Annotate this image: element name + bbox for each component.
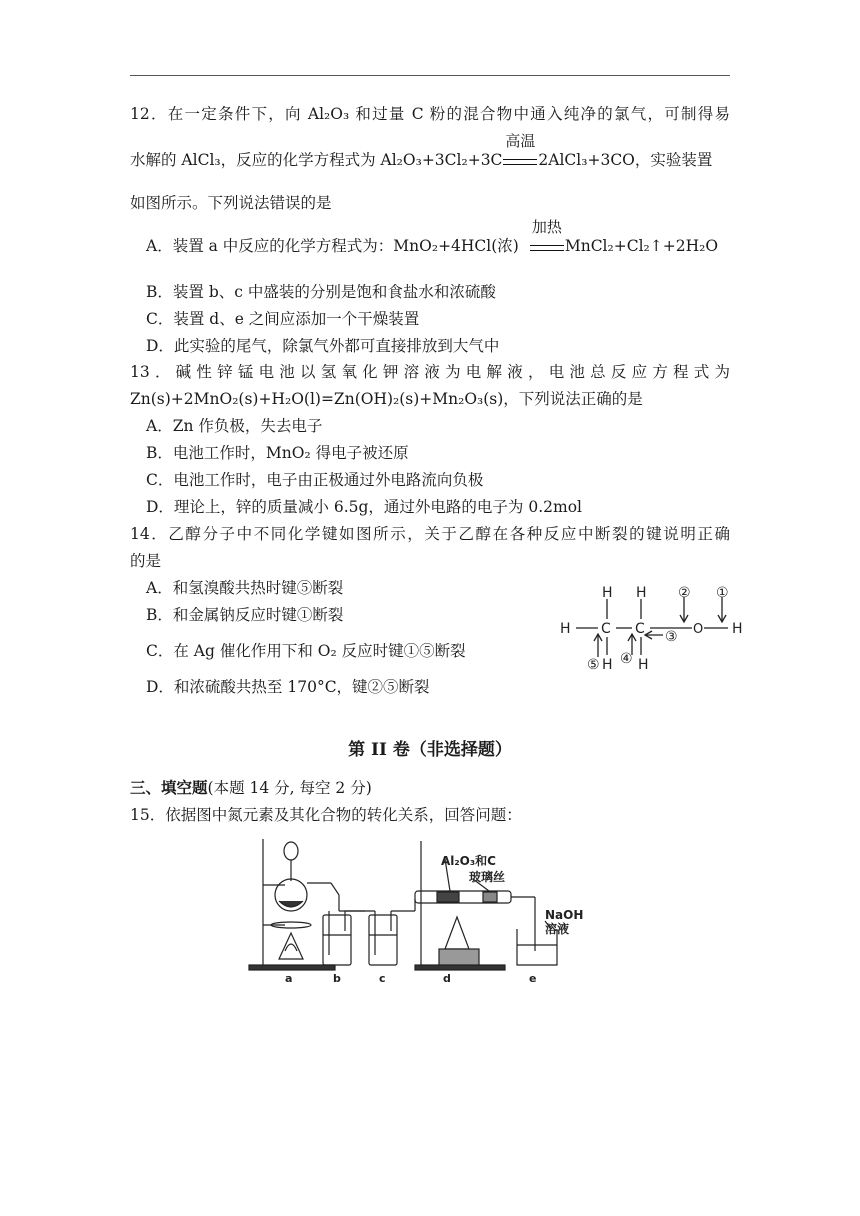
atom-h-top-2: H	[636, 585, 647, 601]
bond-label-1: ①	[716, 585, 729, 601]
q13-line-1: 13．碱性锌锰电池以氢氧化钾溶液为电解液，电池总反应方程式为	[130, 363, 730, 381]
q15-line-1: 15．依据图中氮元素及其化合物的转化关系，回答问题：	[130, 806, 522, 824]
q12-option-b: B．装置 b、c 中盛装的分别是饱和食盐水和浓硫酸	[146, 283, 496, 301]
section-subtitle-bold: 三、填空题	[130, 778, 208, 797]
q12-option-a	[146, 218, 719, 257]
unit-label-c: c	[379, 972, 386, 985]
bond-label-2: ②	[678, 585, 691, 601]
q12-option-a-part1: A．装置 a 中反应的化学方程式为：MnO₂+4HCl(浓)	[146, 237, 519, 255]
q14-option-c: C．在 Ag 催化作用下和 O₂ 反应时键①⑤断裂	[146, 642, 466, 660]
q13-option-c: C．电池工作时，电子由正极通过外电路流向负极	[146, 471, 484, 489]
section-subtitle	[130, 778, 372, 798]
label-al2o3-and-c: Al₂O₃和C	[441, 854, 496, 868]
unit-label-d: d	[443, 972, 451, 985]
apparatus-figure	[245, 833, 590, 985]
atom-o: O	[693, 622, 704, 637]
q13-line-2: Zn(s)+2MnO₂(s)+H₂O(l)=Zn(OH)₂(s)+Mn₂O₃(s)，下列说法正确的是	[130, 390, 643, 408]
atom-h-bottom-2: H	[638, 657, 649, 673]
bond-label-4: ④	[620, 651, 633, 667]
q14-option-a: A．和氢溴酸共热时键⑤断裂	[146, 579, 344, 597]
q12-option-a-condition	[530, 218, 564, 257]
bond-label-5: ⑤	[587, 657, 600, 673]
q12-option-c: C．装置 d、e 之间应添加一个干燥装置	[146, 310, 420, 328]
q13-option-a: A．Zn 作负极，失去电子	[146, 417, 323, 435]
label-naoh: NaOH	[545, 908, 584, 922]
label-glass-wool: 玻璃丝	[469, 870, 506, 884]
unit-label-b: b	[333, 972, 341, 985]
q14-option-d: D．和浓硫酸共热至 170°C，键②⑤断裂	[146, 678, 430, 696]
q12-line-2a: 水解的 AlCl₃，反应的化学方程式为 Al₂O₃+3Cl₂+3C	[130, 151, 503, 169]
unit-label-e: e	[529, 972, 537, 985]
q13-option-d: D．理论上，锌的质量减小 6.5g，通过外电路的电子为 0.2mol	[146, 498, 582, 516]
q12-line-3: 如图所示。下列说法错误的是	[130, 194, 332, 212]
q12-option-a-part2: MnCl₂+Cl₂↑+2H₂O	[564, 237, 719, 255]
section-title: 第 II 卷（非选择题）	[348, 740, 512, 760]
q12-reaction-condition	[503, 132, 537, 171]
label-solution: 溶液	[545, 922, 570, 936]
q14-line-1: 14．乙醇分子中不同化学键如图所示，关于乙醇在各种反应中断裂的键说明正确	[130, 525, 730, 543]
q12-line-2b: 2AlCl₃+3CO，实验装置	[538, 151, 713, 169]
condition-heating: 加热	[531, 218, 562, 236]
section-subtitle-rest: (本题 14 分, 每空 2 分)	[207, 779, 372, 797]
unit-label-a: a	[285, 972, 293, 985]
header-rule	[130, 75, 730, 76]
atom-h-right: H	[732, 621, 743, 637]
atom-h-left: H	[560, 621, 571, 637]
q12-option-d: D．此实验的尾气，除氯气外都可直接排放到大气中	[146, 337, 500, 355]
q12-line-1: 12．在一定条件下，向 Al₂O₃ 和过量 C 粉的混合物中通入纯净的氯气，可制得易	[130, 105, 730, 123]
atom-h-top-1: H	[602, 585, 613, 601]
atom-h-bottom-1: H	[602, 657, 613, 673]
q14-line-2: 的是	[130, 552, 162, 570]
ethanol-bond-diagram	[560, 583, 755, 678]
condition-high-temp: 高温	[505, 132, 536, 150]
q12-line-2	[130, 132, 713, 171]
atom-c-1: C	[601, 621, 611, 637]
atom-c-2: C	[635, 621, 645, 637]
q13-option-b: B．电池工作时，MnO₂ 得电子被还原	[146, 444, 409, 462]
bond-label-3: ③	[665, 629, 678, 645]
q14-option-b: B．和金属钠反应时键①断裂	[146, 606, 344, 624]
